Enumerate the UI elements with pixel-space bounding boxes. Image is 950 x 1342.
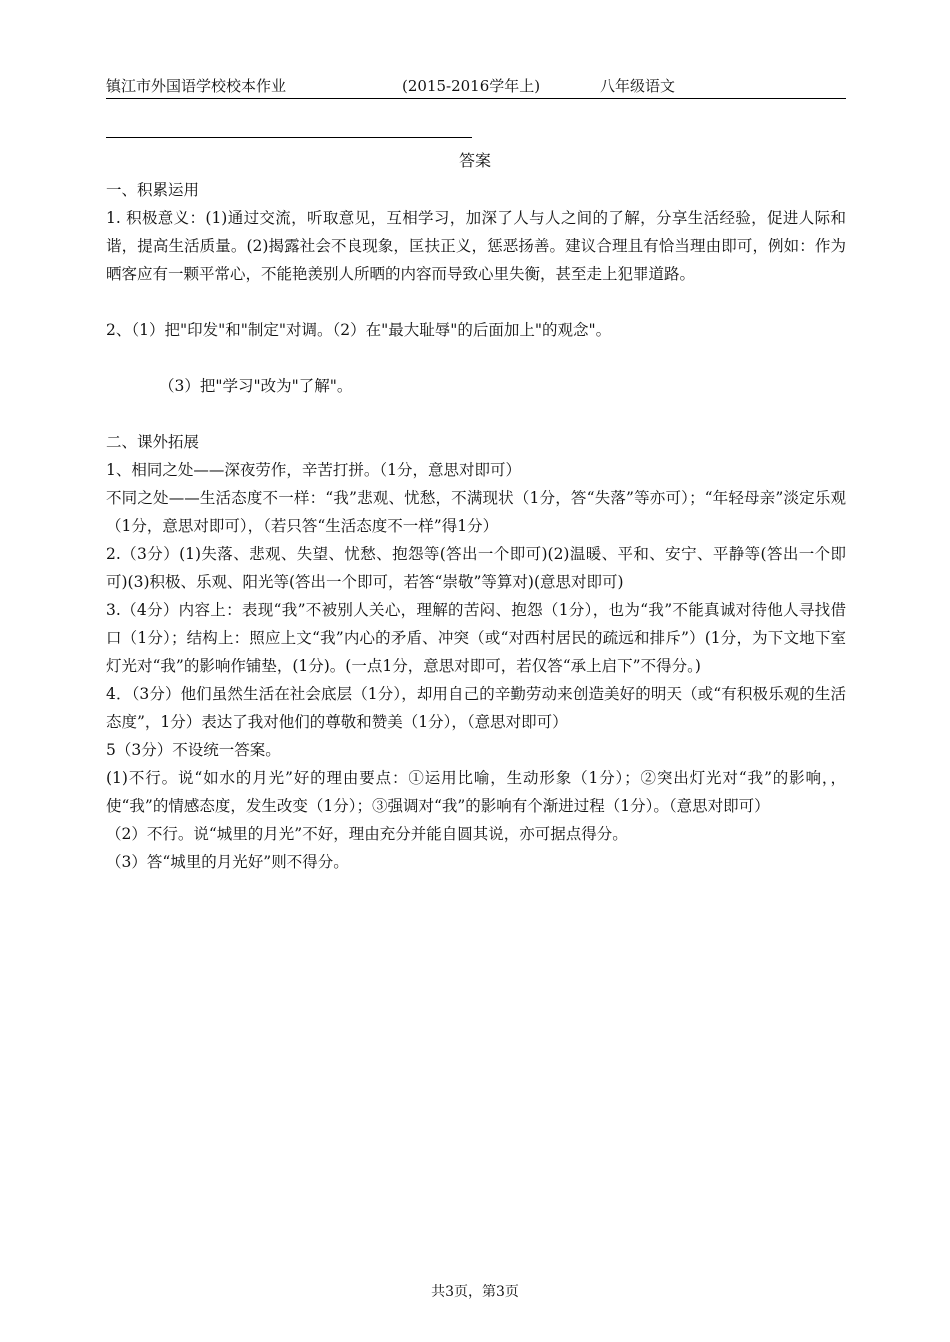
section2-q4: 4．（3分）他们虽然生活在社会底层（1分），却用自己的辛勤劳动来创造美好的明天（或“有积极乐观的生活态度”，1分）表达了我对他们的尊敬和赞美（1分），（意思对即可） — [106, 685, 846, 731]
answer-content — [106, 176, 846, 876]
section1-q2b: （3）把"学习"改为"了解"。 — [159, 377, 353, 395]
section2-q3: 3.（4分）内容上：表现“我”不被别人关心，理解的苦闷、抱怨（1分），也为“我”不能真诚对待他人寻找借口（1分）；结构上：照应上文“我”内心的矛盾、冲突（或“对西村居民的疏远和排斥”）(1分，为下文地下室灯光对“我”的影响作铺垫，(1分)。(一点1分，意思对即可，若仅答“承上启下”不得分。) — [106, 601, 846, 675]
name-blank-line — [106, 137, 472, 138]
section1-q1: 1. 积极意义：(1)通过交流，听取意见，互相学习，加深了人与人之间的了解，分享生活经验，促进人际和谐，提高生活质量。(2)揭露社会不良现象，匡扶正义，惩恶扬善。建议合理且有恰当理由即可，例如：作为晒客应有一颗平常心，不能艳羡别人所晒的内容而导致心里失衡，甚至走上犯罪道路。 — [106, 209, 846, 283]
spacer — [106, 400, 846, 428]
section1-q2a: 2、（1）把"印发"和"制定"对调。（2）在"最大耻辱"的后面加上"的观念"。 — [106, 321, 612, 339]
page-title: 答案 — [458, 151, 491, 170]
section2-q1a: 1、相同之处——深夜劳作，辛苦打拼。（1分，意思对即可） — [106, 461, 521, 479]
header-grade: 八年级语文 — [600, 77, 676, 95]
section2-q1b: 不同之处——生活态度不一样：“我”悲观、忧愁，不满现状（1分，答“失落”等亦可）；“年轻母亲”淡定乐观（1分，意思对即可），（若只答“生活态度不一样”得1分） — [106, 489, 846, 535]
header-year: (2015-2016学年上) — [402, 77, 541, 95]
section2-q5: 5（3分）不设统一答案。 — [106, 741, 281, 759]
spacer — [106, 288, 846, 316]
spacer — [106, 344, 846, 372]
section2-heading: 二、课外拓展 — [106, 433, 200, 451]
section2-q5c: （3）答“城里的月光好”则不得分。 — [106, 853, 349, 871]
section2-q5b: （2）不行。说“城里的月光”不好，理由充分并能自圆其说，亦可据点得分。 — [106, 825, 628, 843]
section1-heading: 一、积累运用 — [106, 181, 200, 199]
page-footer: 共3页，第3页 — [431, 1284, 519, 1300]
header-school: 镇江市外国语学校校本作业 — [106, 77, 287, 95]
section2-q5a: (1)不行。说“如水的月光”好的理由要点：①运用比喻，生动形象（1分）；②突出灯光对“我”的影响，，使“我”的情感态度，发生改变（1分）；③强调对“我”的影响有个渐进过程（1分）。（意思对即可） — [106, 769, 846, 815]
section2-q2: 2.（3分）(1)失落、悲观、失望、忧愁、抱怨等(答出一个即可)(2)温暖、平和、安宁、平静等(答出一个即可)(3)积极、乐观、阳光等(答出一个即可，若答“崇敬”等算对)(意思对即可) — [106, 545, 846, 591]
page-header — [106, 74, 846, 99]
